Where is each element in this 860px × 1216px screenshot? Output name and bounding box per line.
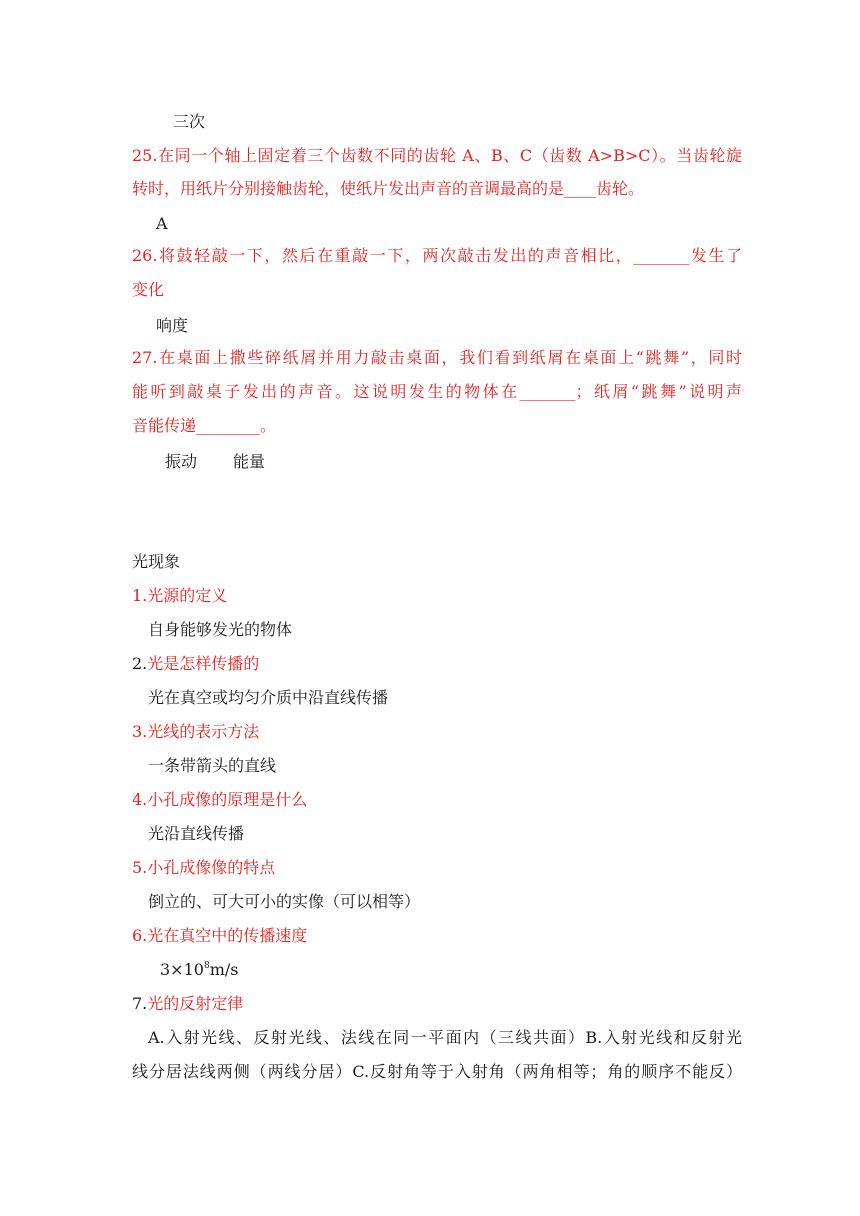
section-title-light: 光现象 (132, 552, 181, 571)
answer-27-a: 振动 (165, 452, 198, 471)
answer-25: A (156, 214, 168, 233)
light-question-1: 1.光源的定义 (132, 586, 228, 605)
light-answer-3: 一条带箭头的直线 (148, 756, 277, 775)
answer-27-b: 能量 (233, 452, 266, 471)
light-question-7 (132, 993, 742, 1015)
question-27-line-3: 音能传递________。 (132, 416, 277, 435)
light-answer-6-unit: m/s (209, 960, 239, 979)
light-question-2-text: 光是怎样传播的 (147, 654, 260, 673)
light-answer-2: 光在真空或均匀介质中沿直线传播 (148, 688, 389, 707)
light-question-2 (132, 653, 742, 675)
question-26-line-2: 变化 (132, 280, 165, 299)
question-26-line-1: 26.将鼓轻敲一下，然后在重敲一下，两次敲击发出的声音相比，_______发生了 (132, 246, 742, 265)
question-25-line-1: 25.在同一个轴上固定着三个齿数不同的齿轮 A、B、C（齿数 A>B>C）。当齿轮旋 (132, 146, 742, 165)
light-question-5: 5.小孔成像像的特点 (132, 858, 276, 877)
light-answer-6-base: 3×10 (160, 960, 204, 979)
question-25-line-2: 转时，用纸片分别接触齿轮，使纸片发出声音的音调最高的是____齿轮。 (132, 179, 645, 198)
light-answer-1: 自身能够发光的物体 (148, 620, 293, 639)
light-answer-7-line-1: A.入射光线、反射光线、法线在同一平面内（三线共面）B.入射光线和反射光 (148, 1028, 742, 1047)
answer-27 (165, 451, 775, 473)
light-answer-6-exponent: 8 (203, 961, 210, 971)
light-answer-7-line-2: 线分居法线两侧（两线分居）C.反射角等于入射角（两角相等；角的顺序不能反） (132, 1062, 742, 1081)
light-answer-5: 倒立的、可大可小的实像（可以相等） (148, 892, 421, 911)
light-question-2-number: 2. (132, 654, 148, 673)
light-question-7-text: 光的反射定律 (147, 994, 244, 1013)
answer-26: 响度 (156, 316, 189, 335)
question-27-line-2: 能听到敲桌子发出的声音。这说明发生的物体在_______；纸屑“跳舞”说明声 (132, 382, 742, 401)
answer-24: 三次 (173, 112, 206, 131)
light-question-4: 4.小孔成像的原理是什么 (132, 790, 308, 809)
light-answer-4: 光沿直线传播 (148, 824, 245, 843)
light-question-7-number: 7. (132, 994, 148, 1013)
light-question-3: 3.光线的表示方法 (132, 722, 260, 741)
light-answer-6 (160, 959, 770, 981)
question-27-line-1: 27.在桌面上撒些碎纸屑并用力敲击桌面，我们看到纸屑在桌面上“跳舞”，同时 (132, 348, 742, 367)
light-question-6: 6.光在真空中的传播速度 (132, 926, 308, 945)
